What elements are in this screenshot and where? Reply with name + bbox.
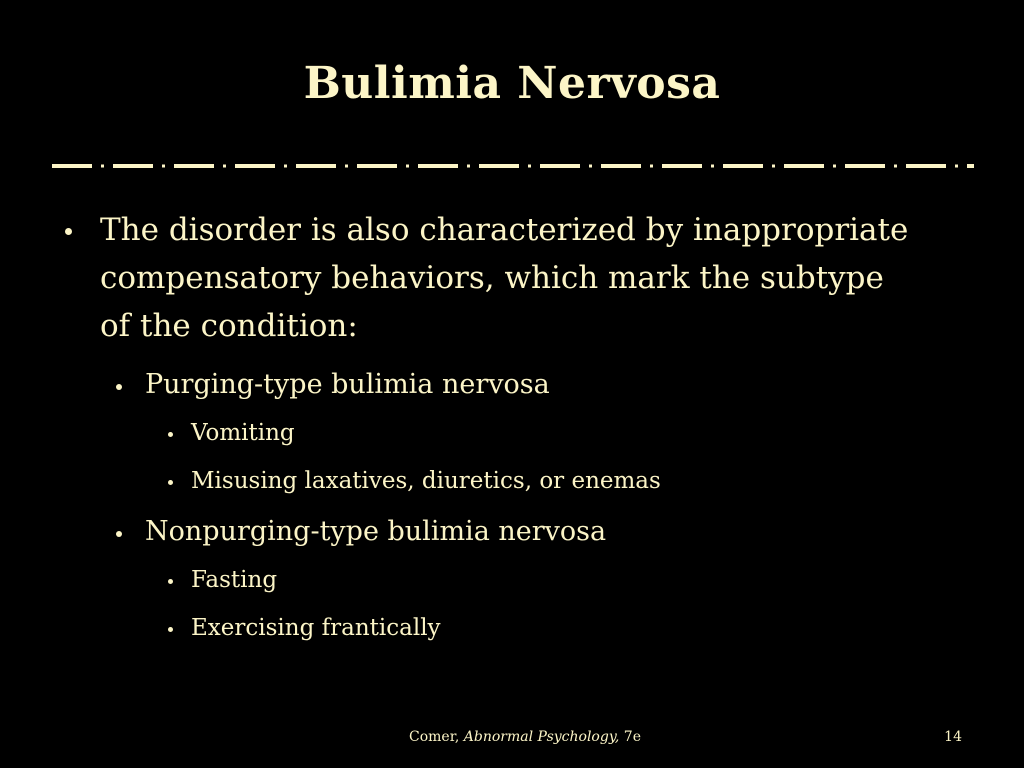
bullet-dot-icon [108,368,145,402]
footer-edition: 7e [623,729,641,745]
divider-dot [406,165,409,168]
divider-dash [601,164,641,168]
bullet-dot-icon [161,418,191,448]
divider-dash [418,164,458,168]
divider-dot [284,165,287,168]
divider-dot [223,165,226,168]
divider-dot [162,165,165,168]
footer-book-title: Abnormal Psychology, [463,729,620,745]
bullet-purging [108,368,998,402]
bullet-purging-text: Purging-type bulimia nervosa [145,369,550,400]
divider-dash [723,164,763,168]
divider-dash [967,164,974,168]
divider-dash [174,164,214,168]
decorative-divider [52,160,974,172]
slide-body [58,206,998,643]
divider-dash [235,164,275,168]
footer-author: Comer, [409,729,460,745]
divider-dot [833,165,836,168]
divider-dash [479,164,519,168]
bullet-dot-icon [161,466,191,496]
bullet-nonpurging-text: Nonpurging-type bulimia nervosa [145,516,607,547]
bullet-nonpurging [108,515,998,549]
divider-dash [540,164,580,168]
divider-dash [784,164,824,168]
bullet-vomiting-text: Vomiting [191,420,295,446]
bullet-main-text: The disorder is also characterized by inappropriate compensatory behaviors, which mark the subtype of the condition: [100,212,909,344]
divider-dot [467,165,470,168]
divider-dash [357,164,397,168]
bullet-fasting-text: Fasting [191,567,278,593]
slide-title: Bulimia Nervosa [303,58,721,109]
bullet-fasting [161,565,998,595]
bullet-dot-icon [161,565,191,595]
divider-dash [296,164,336,168]
bullet-dot-icon [108,515,145,549]
divider-dash [662,164,702,168]
divider-dot [345,165,348,168]
page-number: 14 [944,729,962,745]
divider-dash [906,164,946,168]
divider-dot [650,165,653,168]
bullet-misusing-text: Misusing laxatives, diuretics, or enemas [191,468,661,494]
divider-dot [955,165,958,168]
divider-dot [894,165,897,168]
divider-dot [589,165,592,168]
divider-dot [101,165,104,168]
bullet-exercising [161,613,998,643]
divider-dot [528,165,531,168]
bullet-main [58,206,998,350]
bullet-dot-icon [161,613,191,643]
bullet-dot-icon [58,206,100,254]
bullet-exercising-text: Exercising frantically [191,615,441,641]
divider-dash [113,164,153,168]
bullet-misusing [161,466,998,496]
bullet-vomiting [161,418,998,448]
divider-dash [52,164,92,168]
divider-dash [845,164,885,168]
divider-dot [711,165,714,168]
footer-citation [0,729,1024,745]
divider-dot [772,165,775,168]
